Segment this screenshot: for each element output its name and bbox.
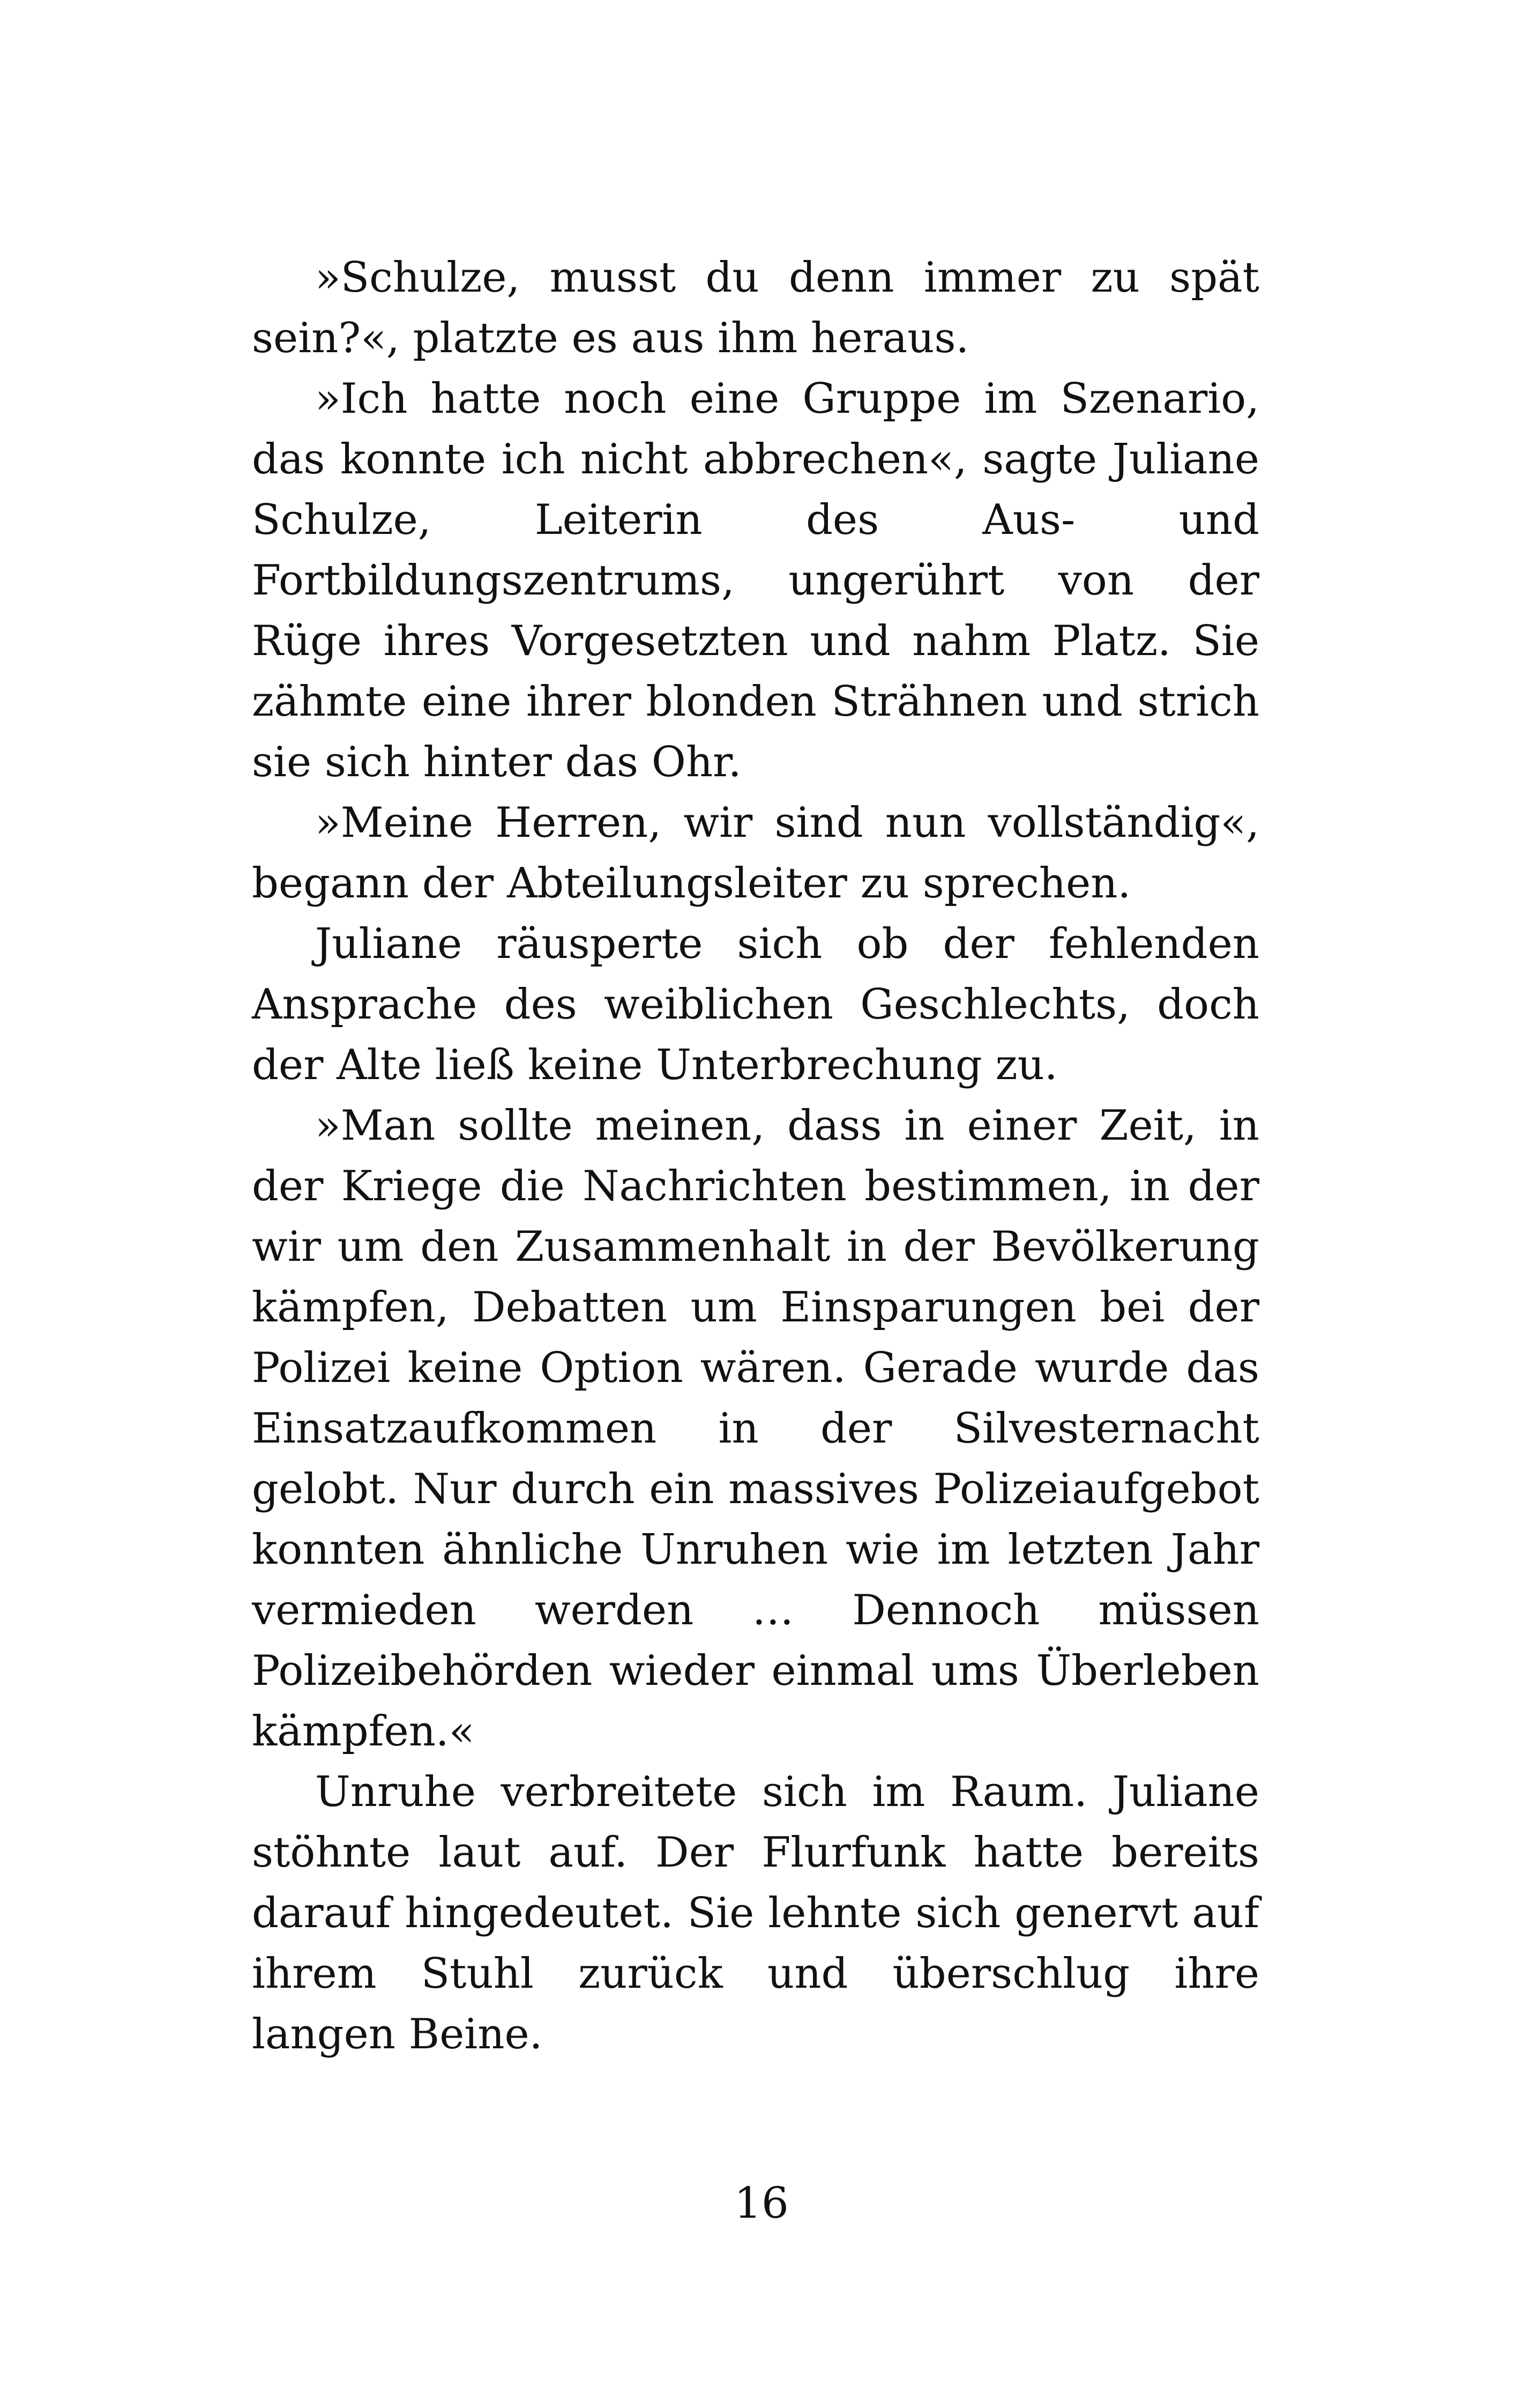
paragraph-3: »Meine Herren, wir sind nun vollständig«, begann der Abteilungsleiter zu sprechen. bbox=[252, 799, 1259, 908]
paragraph-2: »Ich hatte noch eine Gruppe im Szenario, das konnte ich nicht abbrechen«, sagte Juliane Schulze, Leiterin des Aus- und Fortbildungszentrums, ungerührt von der Rüge ihres Vorgesetzten und nahm Platz. Sie zähmte eine ihrer blonden Strähnen und strich sie sich hinter das Ohr. bbox=[252, 375, 1259, 786]
paragraph-1: »Schulze, musst du denn immer zu spät sein?«, platzte es aus ihm heraus. bbox=[252, 254, 1259, 362]
paragraph-5: »Man sollte meinen, dass in einer Zeit, in der Kriege die Nachrichten bestimmen, in der wir um den Zusammenhalt in der Bevölkerung kämpfen, Debatten um Einsparungen bei der Polizei keine Option wären. Gerade wurde das Einsatzaufkommen in der Silvesternacht gelobt. Nur durch ein massives Polizeiaufgebot konnten ähnliche Unruhen wie im letzten Jahr vermieden werden … Dennoch müssen Polizeibehörden wieder einmal ums Überleben kämpfen.« bbox=[252, 1102, 1259, 1756]
paragraph-6: Unruhe verbreitete sich im Raum. Juliane stöhnte laut auf. Der Flurfunk hatte bereits darauf hingedeutet. Sie lehnte sich genervt auf ihrem Stuhl zurück und überschlug ihre langen Beine. bbox=[252, 1768, 1259, 2058]
paragraph-4: Juliane räusperte sich ob der fehlenden Ansprache des weiblichen Geschlechts, doch der Alte ließ keine Unterbrechung zu. bbox=[252, 920, 1259, 1089]
page-number: 16 bbox=[734, 2178, 789, 2228]
body-text bbox=[252, 248, 1259, 2065]
